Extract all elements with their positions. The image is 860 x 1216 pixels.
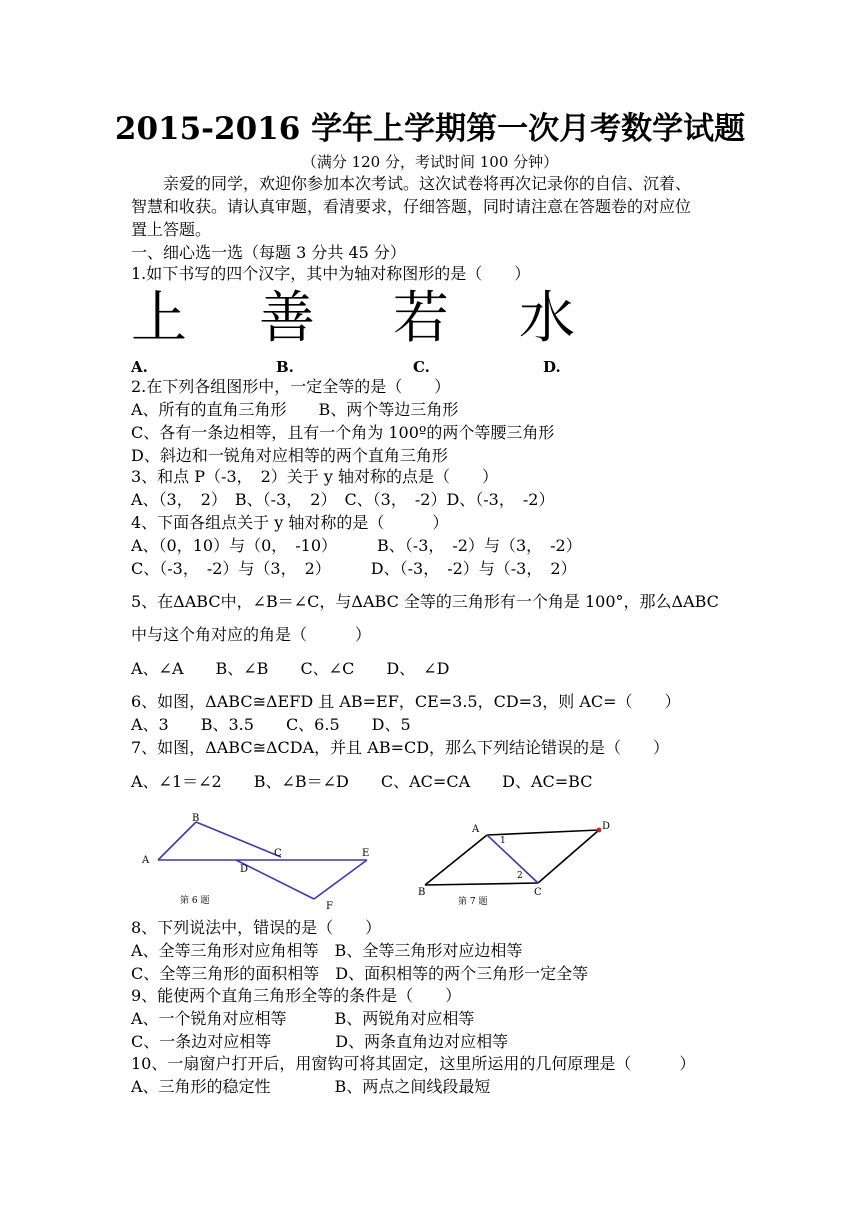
- q7-stem: 7、如图，ΔABC≅ΔCDA，并且 AB=CD，那么下列结论错误的是（ ）: [131, 738, 670, 757]
- intro-line-2: 智慧和收获。请认真审题，看清要求，仔细答题，同时请注意在答题卷的对应位: [131, 197, 692, 216]
- q2-stem: 2.在下列各组图形中，一定全等的是（ ）: [131, 377, 451, 396]
- fig7-label-d: D: [602, 821, 611, 832]
- q5-stem-1: 5、在ΔABC中，∠B＝∠C，与ΔABC 全等的三角形有一个角是 100°，那么ΔABC: [131, 592, 719, 611]
- q1-stem: 1.如下书写的四个汉字，其中为轴对称图形的是（ ）: [131, 264, 531, 283]
- q6-options: A、3 B、3.5 C、6.5 D、5: [131, 715, 411, 734]
- q8-line-1: A、全等三角形对应角相等 B、全等三角形对应边相等: [131, 941, 523, 960]
- q8-stem: 8、下列说法中，错误的是（ ）: [131, 918, 382, 937]
- q9-line-2: C、一条边对应相等 D、两条直角边对应相等: [131, 1032, 509, 1051]
- figure-q6: [136, 812, 376, 912]
- fig6-label-e: E: [362, 848, 370, 859]
- q1-char-1: 上: [131, 286, 187, 351]
- fig6-caption: 第 6 题: [180, 896, 210, 906]
- fig7-segment-ac: [487, 835, 538, 883]
- fig6-segment-ab: [158, 822, 196, 860]
- q4-stem: 4、下面各组点关于 y 轴对称的是（ ）: [131, 513, 449, 532]
- fig6-label-d: D: [240, 864, 249, 875]
- q2-line-3: D、斜边和一锐角对应相等的两个直角三角形: [131, 446, 448, 465]
- fig7-label-a: A: [472, 824, 480, 835]
- intro-line-3: 置上答题。: [131, 220, 212, 239]
- exam-subtitle: （满分 120 分，考试时间 100 分钟）: [301, 153, 559, 171]
- fig7-label-b: B: [418, 887, 426, 898]
- figure-q6-lines: [158, 822, 370, 899]
- q1-option-b: B.: [276, 358, 294, 376]
- q3-options: A、（3， 2） B、（-3， 2） C、（3， -2）D、（-3， -2）: [131, 490, 555, 509]
- q2-line-2: C、各有一条边相等，且有一个角为 100º的两个等腰三角形: [131, 423, 555, 442]
- fig6-segment-bc: [196, 822, 281, 857]
- fig7-segment-ad: [487, 830, 599, 835]
- q1-option-d: D.: [543, 358, 561, 376]
- q9-stem: 9、能使两个直角三角形全等的条件是（ ）: [131, 986, 462, 1005]
- q1-char-3: 若: [393, 286, 449, 351]
- q1-characters: [131, 284, 591, 354]
- figure-q7: [412, 815, 617, 910]
- fig6-label-b: B: [192, 813, 200, 824]
- q5-stem-2: 中与这个角对应的角是（ ）: [131, 625, 372, 644]
- fig6-label-a: A: [142, 855, 150, 866]
- fig6-segment-fe: [314, 860, 367, 899]
- intro-line-1: 亲爱的同学，欢迎你参加本次考试。这次试卷将再次记录你的自信、沉着、: [163, 174, 692, 193]
- fig7-label-c: C: [534, 887, 542, 898]
- q10-options: A、三角形的稳定性 B、两点之间线段最短: [131, 1077, 491, 1096]
- q8-line-2: C、全等三角形的面积相等 D、面积相等的两个三角形一定全等: [131, 964, 589, 983]
- q10-stem: 10、一扇窗户打开后，用窗钩可将其固定，这里所运用的几何原理是（ ）: [131, 1054, 696, 1073]
- q1-char-2: 善: [259, 286, 315, 351]
- fig7-segment-bc: [425, 883, 538, 885]
- q4-line-1: A、（0，10）与（0， -10） B、（-3， -2）与（3， -2）: [131, 536, 582, 555]
- fig7-point-d: [597, 828, 602, 833]
- q4-line-2: C、（-3， -2）与（3， 2） D、（-3， -2）与（-3， 2）: [131, 559, 577, 578]
- q9-line-1: A、一个锐角对应相等 B、两锐角对应相等: [131, 1009, 475, 1028]
- q1-char-4: 水: [519, 286, 575, 351]
- fig7-caption: 第 7 题: [458, 897, 488, 907]
- fig7-angle-2: 2: [517, 871, 523, 881]
- fig7-segment-cd: [538, 830, 599, 883]
- fig7-angle-1: 1: [500, 836, 506, 846]
- q1-option-c: C.: [413, 358, 430, 376]
- q2-line-1: A、所有的直角三角形 B、两个等边三角形: [131, 400, 459, 419]
- q6-stem: 6、如图，ΔABC≅ΔEFD 且 AB=EF，CE=3.5，CD=3，则 AC=（ ）: [131, 692, 681, 711]
- fig6-label-c: C: [274, 848, 282, 859]
- q7-options: A、∠1＝∠2 B、∠B＝∠D C、AC=CA D、AC=BC: [131, 772, 593, 791]
- fig6-label-f: F: [326, 901, 333, 912]
- q3-stem: 3、和点 P（-3， 2）关于 y 轴对称的点是（ ）: [131, 467, 499, 486]
- exam-title: 2015-2016 学年上学期第一次月考数学试题: [114, 111, 746, 147]
- section-heading: 一、细心选一选（每题 3 分共 45 分）: [131, 243, 406, 262]
- q5-options: A、∠A B、∠B C、∠C D、 ∠D: [131, 659, 450, 678]
- q1-option-a: A.: [131, 358, 148, 376]
- fig7-segment-ba: [425, 835, 487, 885]
